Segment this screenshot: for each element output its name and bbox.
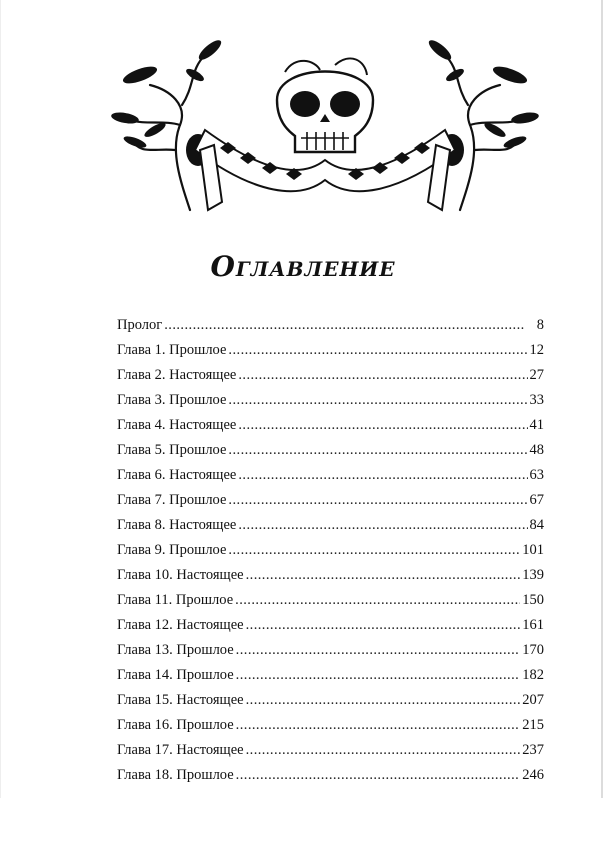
toc-dot-leader <box>236 763 521 788</box>
toc-entry[interactable] <box>117 663 544 688</box>
page-title: Оглавление <box>210 250 396 283</box>
toc-dot-leader <box>228 538 520 563</box>
toc-entry-label: Глава 12. Настоящее <box>117 617 244 633</box>
toc-dot-leader <box>228 338 527 363</box>
toc-dot-leader <box>236 638 521 663</box>
toc-dot-leader <box>228 388 527 413</box>
toc-entry[interactable] <box>117 463 544 488</box>
toc-entry[interactable] <box>117 513 544 538</box>
toc-entry-label: Глава 1. Прошлое <box>117 342 227 358</box>
toc-dot-leader <box>228 438 527 463</box>
toc-entry-page: 101 <box>522 542 544 558</box>
toc-entry-label: Глава 3. Прошлое <box>117 392 227 408</box>
toc-entry[interactable] <box>117 313 544 338</box>
toc-dot-leader <box>228 488 527 513</box>
toc-dot-leader <box>246 563 521 588</box>
toc-entry[interactable] <box>117 688 544 713</box>
toc-entry[interactable] <box>117 488 544 513</box>
toc-dot-leader <box>246 613 521 638</box>
toc-entry-label: Глава 16. Прошлое <box>117 717 234 733</box>
toc-entry[interactable] <box>117 413 544 438</box>
toc-entry[interactable] <box>117 563 544 588</box>
toc-entry-page: 215 <box>522 717 544 733</box>
toc-entry-page: 84 <box>529 517 544 533</box>
toc-dot-leader <box>236 713 521 738</box>
table-of-contents <box>117 313 544 788</box>
toc-entry-label: Глава 2. Настоящее <box>117 367 237 383</box>
toc-entry-label: Глава 5. Прошлое <box>117 442 227 458</box>
toc-dot-leader <box>235 588 520 613</box>
toc-entry[interactable] <box>117 388 544 413</box>
toc-entry[interactable] <box>117 738 544 763</box>
toc-entry[interactable] <box>117 763 544 788</box>
toc-entry-label: Глава 11. Прошлое <box>117 592 234 608</box>
toc-entry-page: 41 <box>529 417 544 433</box>
page-edge-left <box>0 0 1 798</box>
toc-entry-label: Глава 10. Настоящее <box>117 567 244 583</box>
toc-dot-leader <box>238 363 527 388</box>
toc-dot-leader <box>238 413 527 438</box>
toc-entry-page: 170 <box>522 642 544 658</box>
toc-dot-leader <box>246 738 521 763</box>
toc-entry-page: 12 <box>529 342 544 358</box>
toc-entry-page: 67 <box>529 492 544 508</box>
toc-dot-leader <box>246 688 521 713</box>
toc-dot-leader <box>238 463 527 488</box>
toc-entry-label: Глава 18. Прошлое <box>117 767 234 783</box>
skull-vine-ornament-icon <box>110 30 540 220</box>
toc-entry[interactable] <box>117 438 544 463</box>
toc-entry-page: 150 <box>522 592 544 608</box>
toc-entry-page: 48 <box>529 442 544 458</box>
toc-entry-label: Глава 17. Настоящее <box>117 742 244 758</box>
toc-entry-page: 207 <box>522 692 544 708</box>
toc-entry[interactable] <box>117 538 544 563</box>
toc-entry-label: Глава 6. Настоящее <box>117 467 237 483</box>
toc-entry[interactable] <box>117 613 544 638</box>
page-edge-right <box>601 0 603 798</box>
toc-dot-leader <box>164 313 535 338</box>
toc-entry-page: 139 <box>522 567 544 583</box>
toc-dot-leader <box>236 663 521 688</box>
toc-entry-page: 27 <box>529 367 544 383</box>
toc-entry-page: 8 <box>536 317 544 333</box>
toc-entry-label: Глава 14. Прошлое <box>117 667 234 683</box>
toc-entry-page: 246 <box>522 767 544 783</box>
toc-entry-page: 237 <box>522 742 544 758</box>
toc-entry[interactable] <box>117 713 544 738</box>
toc-entry[interactable] <box>117 588 544 613</box>
toc-entry[interactable] <box>117 338 544 363</box>
toc-entry-page: 161 <box>522 617 544 633</box>
toc-entry-label: Пролог <box>117 317 163 333</box>
toc-entry-label: Глава 15. Настоящее <box>117 692 244 708</box>
toc-entry-page: 33 <box>529 392 544 408</box>
toc-dot-leader <box>238 513 527 538</box>
toc-entry-label: Глава 7. Прошлое <box>117 492 227 508</box>
toc-entry-page: 182 <box>522 667 544 683</box>
toc-entry-page: 63 <box>529 467 544 483</box>
toc-entry-label: Глава 8. Настоящее <box>117 517 237 533</box>
toc-entry-label: Глава 4. Настоящее <box>117 417 237 433</box>
toc-entry[interactable] <box>117 363 544 388</box>
toc-entry-label: Глава 9. Прошлое <box>117 542 227 558</box>
toc-entry[interactable] <box>117 638 544 663</box>
toc-entry-label: Глава 13. Прошлое <box>117 642 234 658</box>
